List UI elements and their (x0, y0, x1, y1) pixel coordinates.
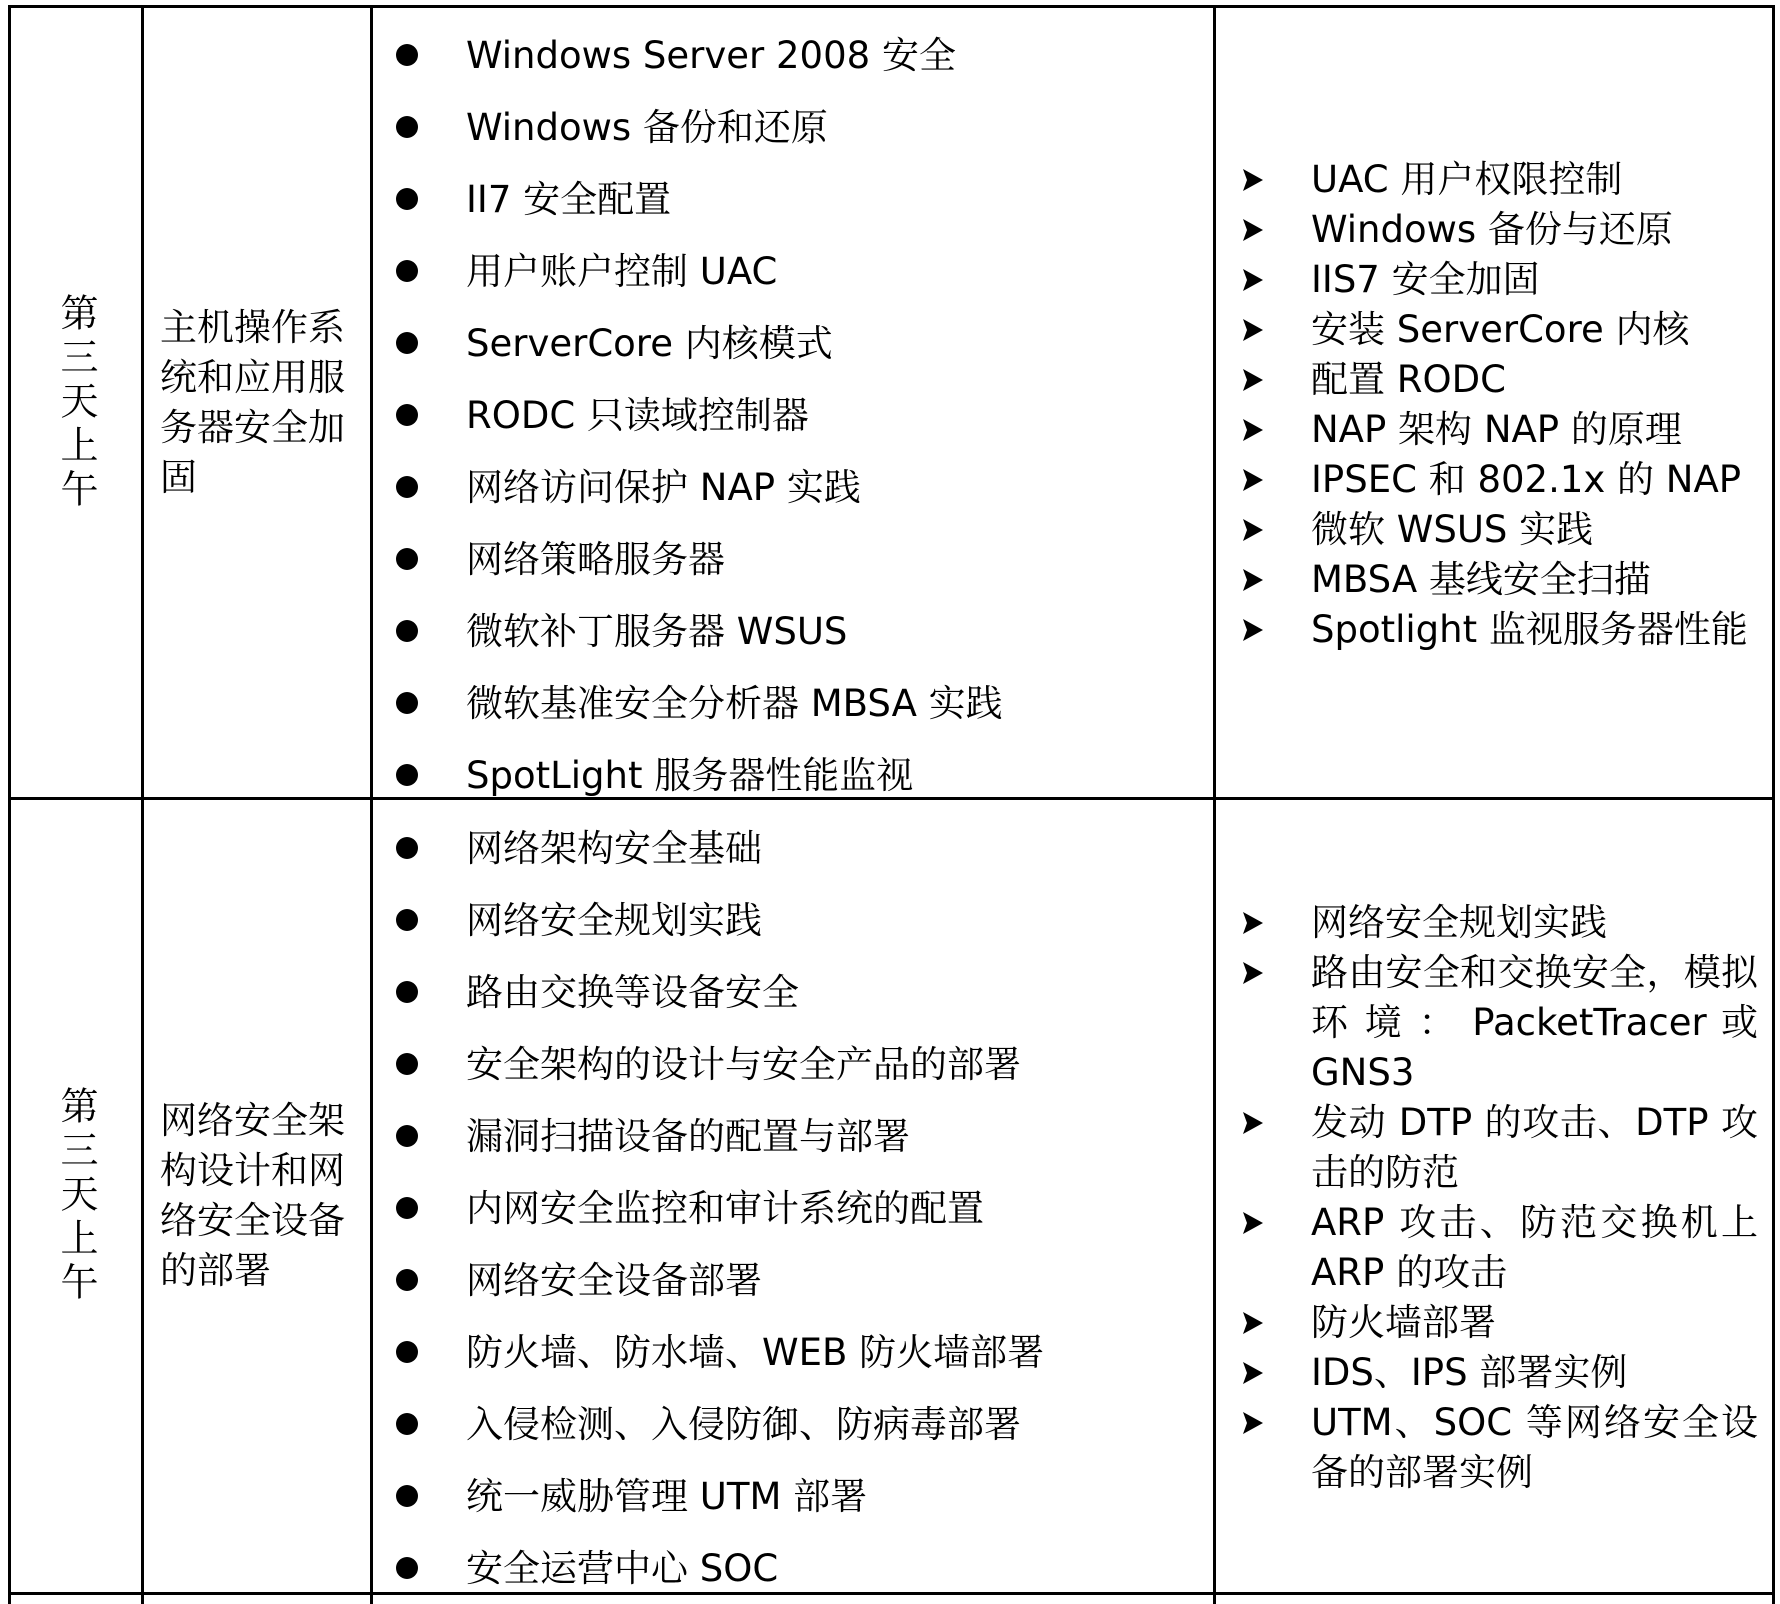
content-item-text: 用户账户控制 UAC (466, 249, 778, 293)
arrow-bullet-icon (1239, 1298, 1269, 1348)
bullet-dot-icon (396, 404, 418, 426)
lab-item (1233, 505, 1758, 555)
bullet-dot-icon (396, 909, 418, 931)
lab-item (1233, 1298, 1758, 1348)
content-item-text: 漏洞扫描设备的配置与部署 (466, 1114, 910, 1158)
content-item-text: 网络策略服务器 (466, 537, 725, 581)
lab-item-text: IDS、IPS 部署实例 (1311, 1351, 1628, 1394)
content-item-text: 网络安全设备部署 (466, 1258, 762, 1302)
content-item (374, 235, 1204, 307)
lab-item-text: UAC 用户权限控制 (1311, 158, 1623, 201)
lab-item-text: IPSEC 和 802.1x 的 NAP (1311, 458, 1742, 501)
lab-item (1233, 155, 1758, 205)
content-item (374, 595, 1204, 667)
content-item-text: RODC 只读域控制器 (466, 393, 809, 437)
lab-item (1233, 948, 1758, 1098)
day-cell (11, 800, 141, 1592)
arrow-bullet-icon (1239, 305, 1269, 355)
content-item-text: Windows 备份和还原 (466, 105, 828, 149)
bullet-dot-icon (396, 332, 418, 354)
arrow-bullet-icon (1239, 1348, 1269, 1398)
content-list (374, 19, 1204, 811)
content-item (374, 884, 1204, 956)
column-divider-1 (141, 5, 144, 1604)
arrow-bullet-icon (1239, 405, 1269, 455)
content-item-text: 网络安全规划实践 (466, 898, 762, 942)
arrow-bullet-icon (1239, 155, 1269, 205)
bullet-dot-icon (396, 44, 418, 66)
lab-item-text: MBSA 基线安全扫描 (1311, 558, 1651, 601)
lab-item-text: NAP 架构 NAP 的原理 (1311, 408, 1682, 451)
lab-list (1233, 898, 1758, 1498)
bullet-dot-icon (396, 1053, 418, 1075)
lab-item (1233, 898, 1758, 948)
bullet-dot-icon (396, 260, 418, 282)
lab-item-text: 配置 RODC (1311, 358, 1506, 401)
lab-item-text: 路由安全和交换安全，模拟环 境 ： PacketTracer 或 GNS3 (1311, 951, 1758, 1094)
content-item-text: 统一威胁管理 UTM 部署 (466, 1474, 868, 1518)
content-item-text: 微软补丁服务器 WSUS (466, 609, 848, 653)
topic-label: 网络安全架构设计和网络安全设备的部署 (160, 1099, 345, 1292)
day-cell (11, 8, 141, 797)
content-item (374, 523, 1204, 595)
lab-item (1233, 205, 1758, 255)
lab-item (1233, 605, 1758, 655)
bullet-dot-icon (396, 548, 418, 570)
bullet-dot-icon (396, 476, 418, 498)
content-item-text: 安全架构的设计与安全产品的部署 (466, 1042, 1021, 1086)
bullet-dot-icon (396, 1557, 418, 1579)
bullet-dot-icon (396, 116, 418, 138)
content-item-text: 网络架构安全基础 (466, 826, 762, 870)
content-item (374, 1316, 1204, 1388)
bullet-dot-icon (396, 1269, 418, 1291)
content-item (374, 1532, 1204, 1604)
content-item (374, 1100, 1204, 1172)
lab-item (1233, 305, 1758, 355)
lab-item (1233, 355, 1758, 405)
content-item-text: 入侵检测、入侵防御、防病毒部署 (466, 1402, 1021, 1446)
lab-item-text: 安装 ServerCore 内核 (1311, 308, 1690, 351)
content-list (374, 812, 1204, 1604)
content-item (374, 19, 1204, 91)
arrow-bullet-icon (1239, 555, 1269, 605)
content-item-text: 安全运营中心 SOC (466, 1546, 779, 1590)
content-item-text: 网络访问保护 NAP 实践 (466, 465, 861, 509)
lab-item (1233, 1198, 1758, 1298)
arrow-bullet-icon (1239, 355, 1269, 405)
topic-cell (160, 8, 365, 797)
lab-item (1233, 455, 1758, 505)
arrow-bullet-icon (1239, 948, 1269, 998)
lab-item-text: ARP 攻击、防范交换机上 ARP 的攻击 (1311, 1201, 1758, 1294)
lab-item (1233, 555, 1758, 605)
lab-item-text: Windows 备份与还原 (1311, 208, 1673, 251)
lab-list (1233, 155, 1758, 655)
column-divider-2 (370, 5, 373, 1604)
lab-item-text: 微软 WSUS 实践 (1311, 508, 1594, 551)
bullet-dot-icon (396, 1485, 418, 1507)
arrow-bullet-icon (1239, 505, 1269, 555)
column-divider-3 (1213, 5, 1216, 1604)
content-item (374, 451, 1204, 523)
topic-label: 主机操作系统和应用服务器安全加固 (160, 305, 345, 499)
lab-item-text: Spotlight 监视服务器性能 (1311, 608, 1748, 651)
content-item (374, 1028, 1204, 1100)
topic-cell (160, 800, 365, 1592)
content-item (374, 91, 1204, 163)
bullet-dot-icon (396, 837, 418, 859)
content-item-text: 路由交换等设备安全 (466, 970, 799, 1014)
content-item-text: Windows Server 2008 安全 (466, 33, 956, 77)
lab-item (1233, 1098, 1758, 1198)
arrow-bullet-icon (1239, 898, 1269, 948)
content-item-text: 防火墙、防水墙、WEB 防火墙部署 (466, 1330, 1045, 1374)
bullet-dot-icon (396, 1341, 418, 1363)
content-item (374, 1460, 1204, 1532)
bullet-dot-icon (396, 764, 418, 786)
table-border-right (1772, 5, 1775, 1604)
content-item (374, 667, 1204, 739)
lab-item (1233, 405, 1758, 455)
bullet-dot-icon (396, 692, 418, 714)
content-item-text: 内网安全监控和审计系统的配置 (466, 1186, 984, 1230)
content-item (374, 956, 1204, 1028)
arrow-bullet-icon (1239, 255, 1269, 305)
bullet-dot-icon (396, 981, 418, 1003)
arrow-bullet-icon (1239, 1098, 1269, 1148)
arrow-bullet-icon (1239, 205, 1269, 255)
arrow-bullet-icon (1239, 605, 1269, 655)
bullet-dot-icon (396, 188, 418, 210)
lab-item-text: 发动 DTP 的攻击、DTP 攻击的防范 (1311, 1101, 1758, 1194)
content-item (374, 1244, 1204, 1316)
content-item (374, 812, 1204, 884)
lab-item-text: UTM、SOC 等网络安全设备的部署实例 (1311, 1401, 1758, 1494)
arrow-bullet-icon (1239, 455, 1269, 505)
day-label: 第三天上午 (54, 1086, 98, 1306)
content-item (374, 163, 1204, 235)
lab-item-text: 网络安全规划实践 (1311, 901, 1607, 944)
lab-item-text: 防火墙部署 (1311, 1301, 1496, 1344)
content-item (374, 379, 1204, 451)
bullet-dot-icon (396, 1125, 418, 1147)
bullet-dot-icon (396, 1413, 418, 1435)
lab-item (1233, 1398, 1758, 1498)
content-item (374, 1388, 1204, 1460)
content-item-text: ServerCore 内核模式 (466, 321, 833, 365)
day-label: 第三天上午 (54, 292, 98, 513)
lab-item (1233, 1348, 1758, 1398)
content-item-text: II7 安全配置 (466, 177, 672, 221)
content-item-text: 微软基准安全分析器 MBSA 实践 (466, 681, 1003, 725)
content-item (374, 739, 1204, 811)
arrow-bullet-icon (1239, 1398, 1269, 1448)
content-item (374, 1172, 1204, 1244)
arrow-bullet-icon (1239, 1198, 1269, 1248)
lab-item-text: IIS7 安全加固 (1311, 258, 1540, 301)
content-item (374, 307, 1204, 379)
content-item-text: SpotLight 服务器性能监视 (466, 753, 914, 797)
bullet-dot-icon (396, 1197, 418, 1219)
lab-item (1233, 255, 1758, 305)
bullet-dot-icon (396, 620, 418, 642)
